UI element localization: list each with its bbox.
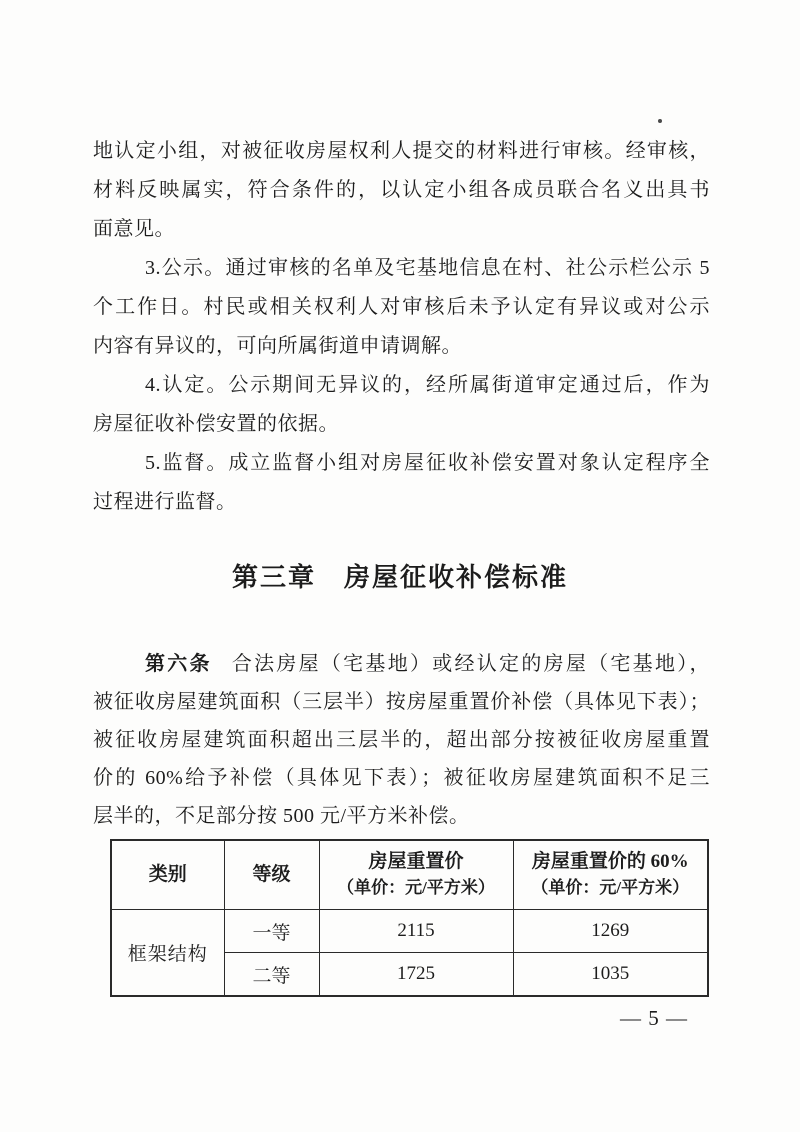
article-number-label: 第六条 — [145, 653, 212, 675]
text-line-publicity: 3.公示。通过审核的名单及宅基地信息在村、社公示栏公示 5 — [145, 257, 710, 279]
chapter-heading: 第三章 房屋征收补偿标准 — [231, 563, 568, 592]
text-line: 过程进行监督。 — [93, 491, 237, 513]
header-replacement-price-60 — [513, 840, 708, 910]
cell-structure-type: 框架结构 — [111, 910, 224, 997]
cell-price-60: 1035 — [513, 953, 708, 997]
text-line: 层半的，不足部分按 500 元/平方米补偿。 — [93, 805, 470, 827]
compensation-standard-table — [110, 839, 709, 997]
table-row — [111, 910, 708, 953]
text-line: 被征收房屋建筑面积超出三层半的，超出部分按被征收房屋重置 — [93, 729, 710, 751]
header-replacement-price-60-title: 房屋重置价的 60% — [531, 851, 689, 872]
text-line-determination: 4.认定。公示期间无异议的，经所属街道审定通过后，作为 — [145, 374, 710, 396]
header-category: 类别 — [111, 840, 224, 910]
header-replacement-price-title: 房屋重置价 — [368, 851, 464, 872]
cell-grade: 一等 — [224, 910, 319, 953]
text-line-article-lead — [93, 645, 710, 683]
header-replacement-price-60-unit: （单价：元/平方米） — [531, 878, 690, 897]
cell-price: 2115 — [319, 910, 513, 953]
header-grade: 等级 — [224, 840, 319, 910]
article-6-block — [93, 645, 710, 835]
text-line: 地认定小组，对被征收房屋权利人提交的材料进行审核。经审核， — [93, 140, 710, 162]
article-lead-text: 合法房屋（宅基地）或经认定的房屋（宅基地）， — [231, 653, 710, 675]
text-line-supervision: 5.监督。成立监督小组对房屋征收补偿安置对象认定程序全 — [145, 452, 710, 474]
scan-artifact-dot — [658, 119, 662, 123]
header-replacement-price-unit: （单价：元/平方米） — [337, 878, 495, 897]
text-line: 个工作日。村民或相关权利人对审核后未予认定有异议或对公示 — [93, 296, 710, 318]
cell-price: 1725 — [319, 953, 513, 997]
cell-grade: 二等 — [224, 953, 319, 997]
text-line: 材料反映属实，符合条件的，以认定小组各成员联合名义出具书 — [93, 179, 710, 201]
page-number: — 5 — — [620, 1006, 688, 1030]
text-line: 内容有异议的，可向所属街道申请调解。 — [93, 335, 462, 357]
text-line: 面意见。 — [93, 218, 175, 240]
text-line: 房屋征收补偿安置的依据。 — [93, 413, 339, 435]
table-header-row — [111, 840, 708, 910]
cell-price-60: 1269 — [513, 910, 708, 953]
text-line: 价的 60%给予补偿（具体见下表）；被征收房屋建筑面积不足三 — [93, 767, 710, 789]
body-text-block — [93, 132, 710, 522]
header-replacement-price — [319, 840, 513, 910]
text-line: 被征收房屋建筑面积（三层半）按房屋重置价补偿（具体见下表）； — [93, 691, 710, 713]
